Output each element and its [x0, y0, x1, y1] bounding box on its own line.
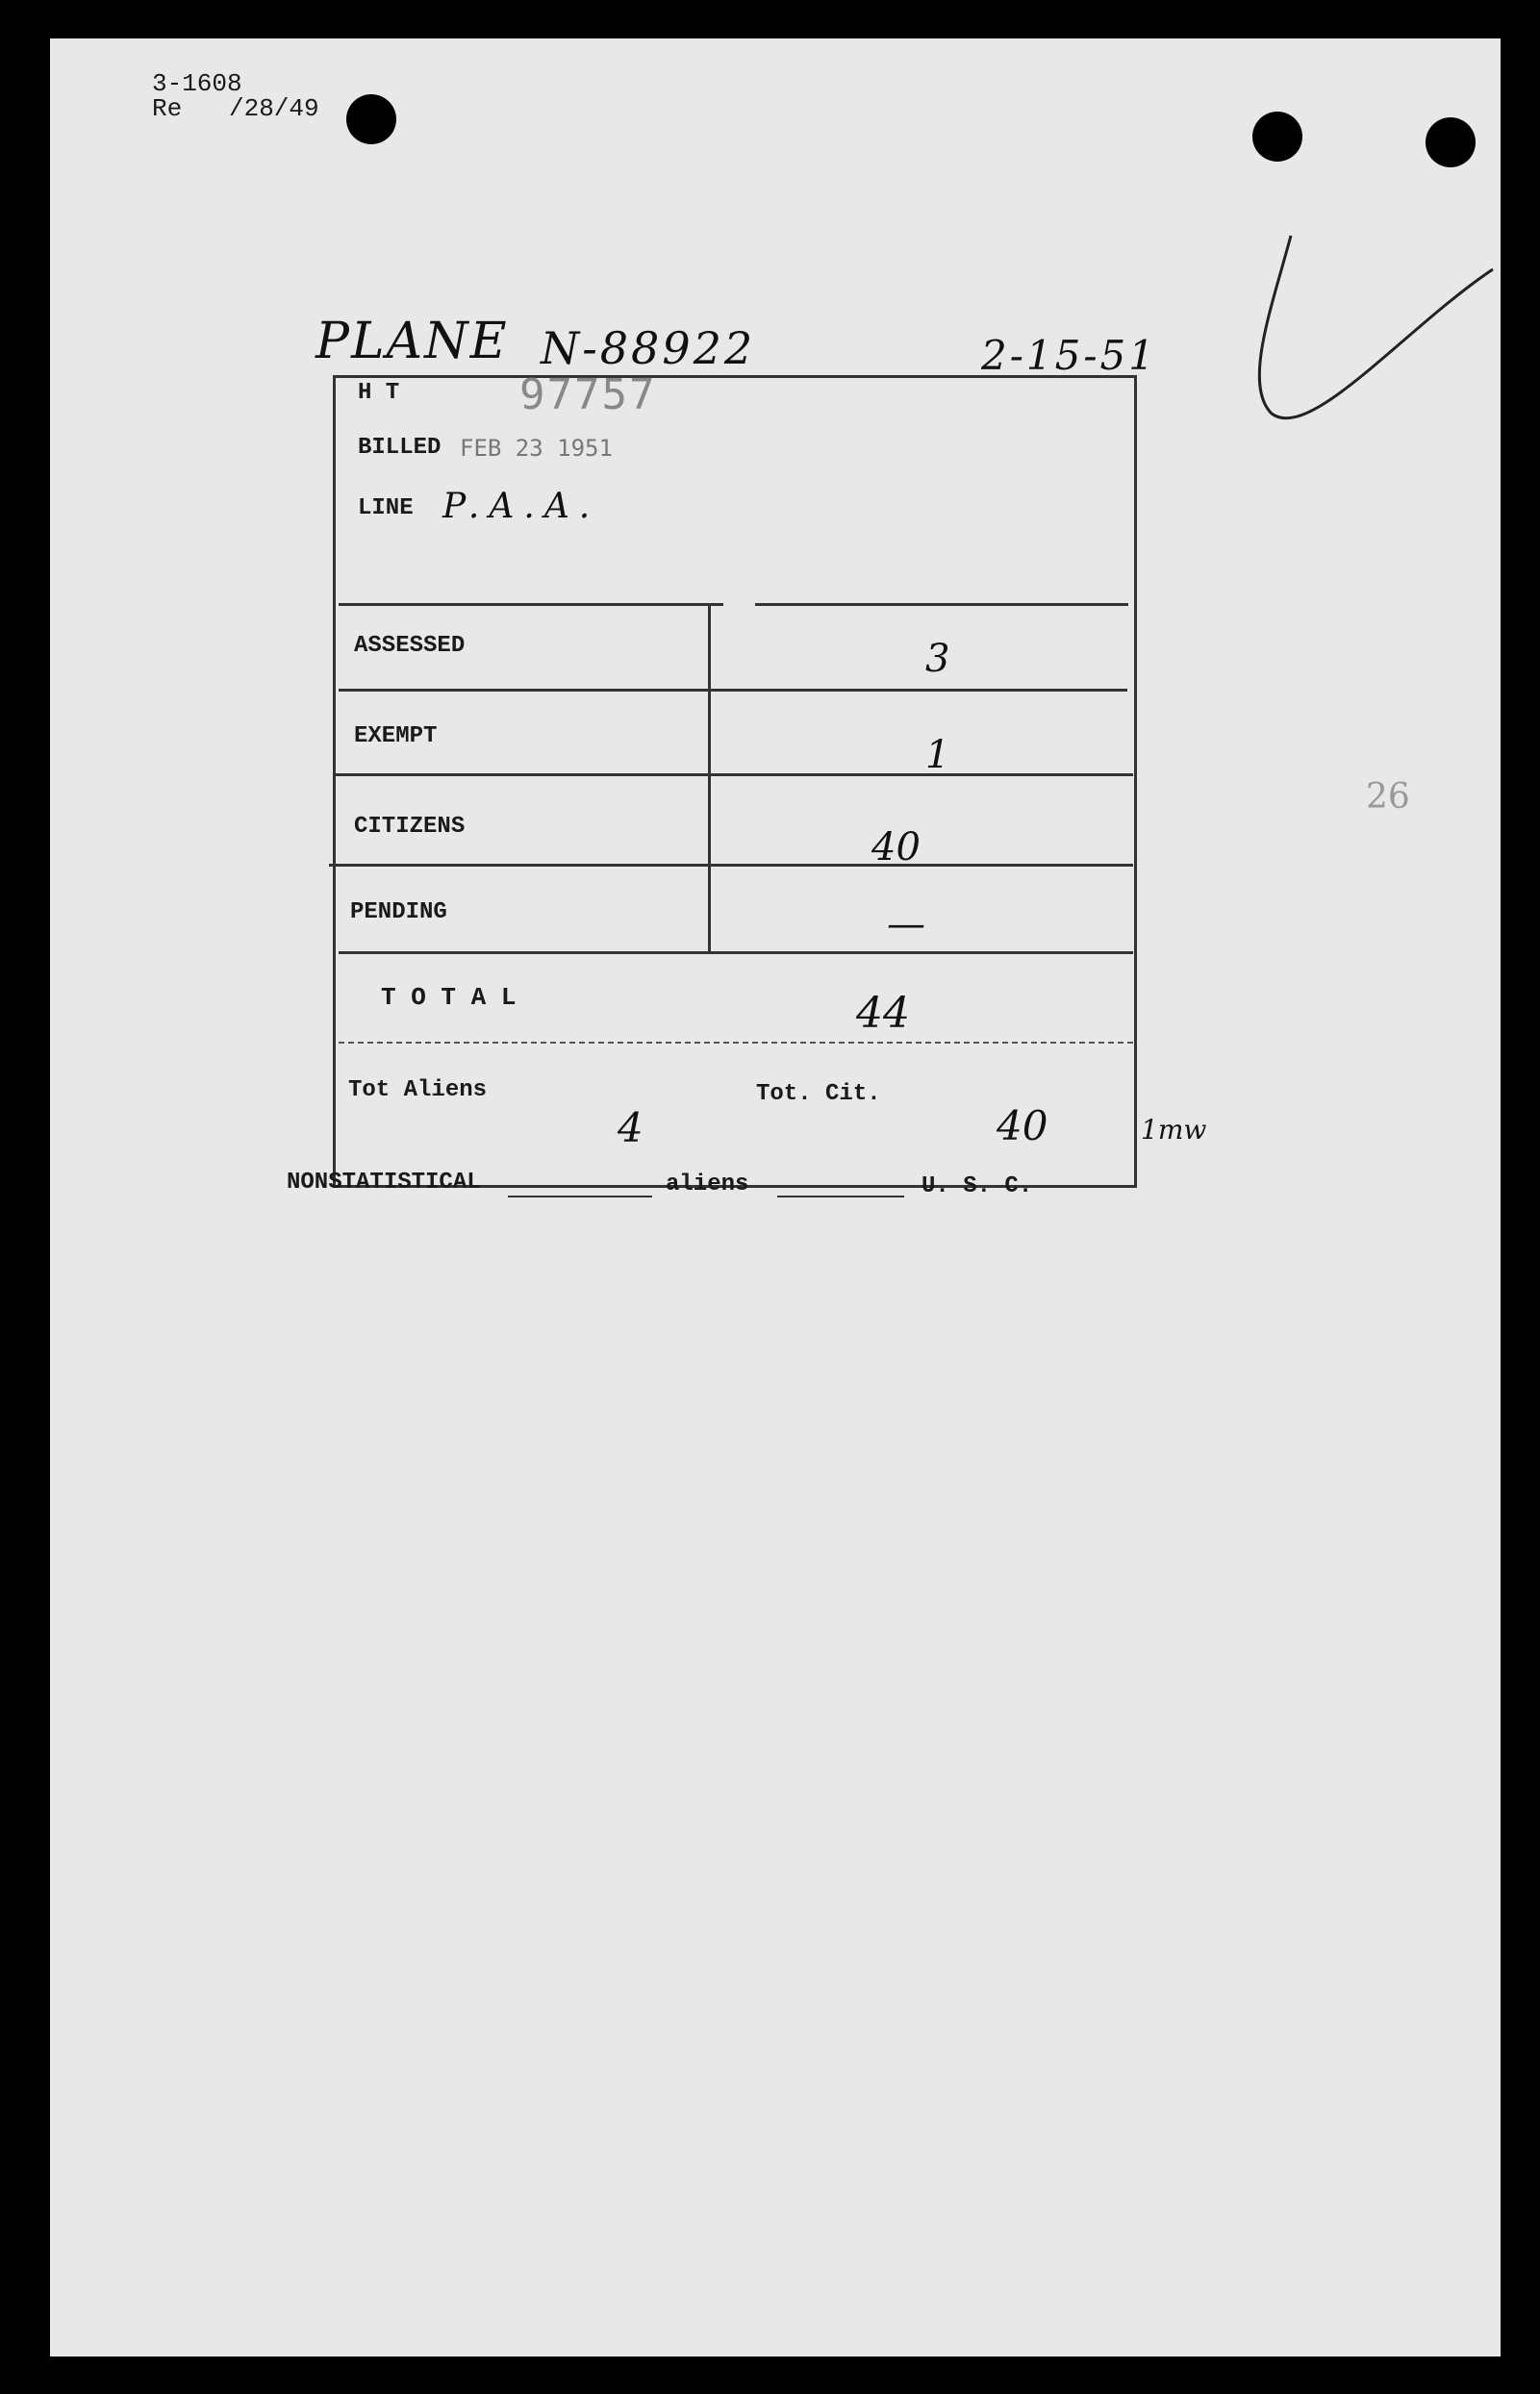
punch-hole-left [346, 94, 396, 144]
check-mark-icon [1233, 192, 1502, 481]
line-label: LINE [358, 495, 414, 521]
side-number: 26 [1366, 777, 1410, 817]
nonstatistical-usc: U. S. C. [921, 1173, 1033, 1199]
tot-cit-value: 40 [997, 1102, 1048, 1149]
box-left-border [333, 375, 336, 1188]
pending-label: PENDING [350, 899, 447, 925]
citizens-label: CITIZENS [354, 814, 466, 840]
tot-aliens-value: 4 [618, 1104, 644, 1151]
exempt-value: 1 [925, 733, 950, 777]
plane-label: PLANE [316, 313, 509, 370]
exempt-label: EXEMPT [354, 723, 438, 749]
nonstatistical-label: NONSTATISTICAL [287, 1170, 481, 1196]
row-divider-5 [339, 951, 1133, 954]
punch-hole-right-1 [1252, 112, 1302, 162]
citizens-value: 40 [871, 825, 921, 869]
box-top-border [335, 375, 1137, 378]
assessed-value: 3 [925, 637, 950, 681]
initials: 1mw [1141, 1114, 1207, 1146]
pending-value: — [887, 902, 925, 946]
nonstatistical-blank-2 [777, 1196, 904, 1197]
total-label: T O T A L [381, 983, 517, 1012]
row-divider-1a [339, 603, 723, 606]
punch-hole-right-2 [1426, 117, 1476, 167]
column-divider [708, 603, 711, 951]
row-divider-3 [335, 773, 1133, 776]
billed-stamp: FEB 23 1951 [460, 435, 613, 462]
ht-value: 97757 [519, 370, 657, 419]
entry-date: 2-15-51 [981, 332, 1157, 379]
form-revision-date: /28/49 [229, 94, 319, 123]
form-number: 3-1608 [152, 69, 242, 98]
total-value: 44 [856, 989, 910, 1038]
row-divider-2 [339, 689, 1127, 692]
line-value: P.A.A. [442, 487, 600, 526]
form-revision-label: Re [152, 94, 183, 123]
document-page [50, 38, 1501, 2356]
row-divider-1b [755, 603, 1128, 606]
billed-label: BILLED [358, 435, 442, 461]
assessed-label: ASSESSED [354, 633, 466, 659]
tot-cit-label: Tot. Cit. [756, 1081, 881, 1107]
row-divider-4 [329, 864, 1133, 867]
ht-label: H T [358, 380, 400, 406]
plane-number: N-88922 [541, 322, 756, 374]
nonstatistical-aliens: aliens [666, 1172, 749, 1197]
box-right-border [1134, 375, 1137, 1188]
tot-aliens-label: Tot Aliens [348, 1077, 488, 1103]
nonstatistical-blank-1 [508, 1196, 652, 1197]
row-divider-6 [339, 1042, 1133, 1044]
